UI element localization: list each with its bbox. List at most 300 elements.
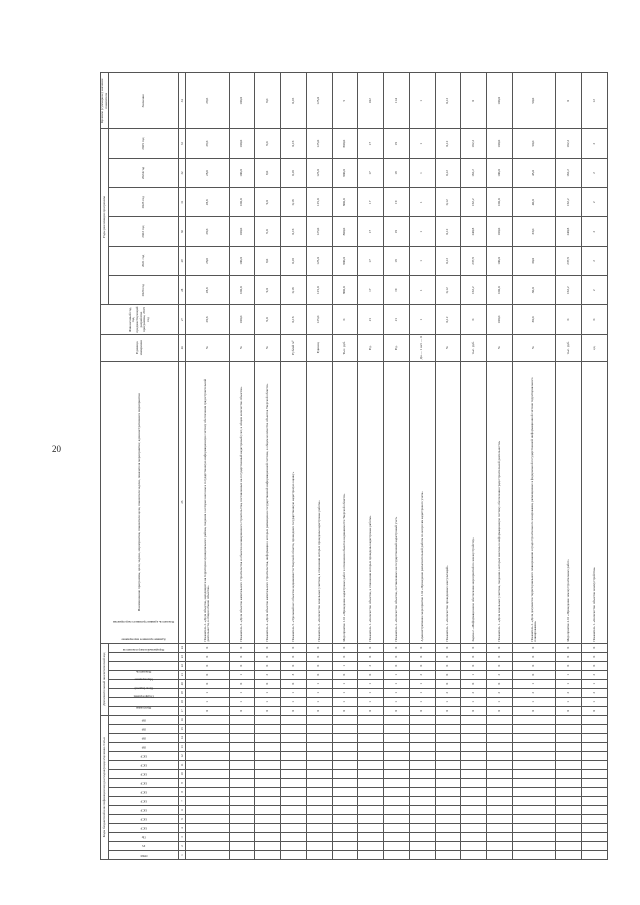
code-cell: 0: [384, 652, 410, 661]
year-value: 19: [384, 158, 410, 187]
indicator-name: Показатель 3. «Доля объектов капитального строительства и объектов незавершенного строительства, поставленных на государственный кадастровый учет, в общем количестве объектов»: [229, 361, 255, 643]
table-row: [281, 73, 307, 860]
code-cell: 1: [556, 697, 582, 706]
year-value: 28,6: [186, 158, 230, 187]
year-value: 9,0: [255, 217, 281, 246]
code-cell: [229, 751, 255, 760]
column-number: 1: [179, 850, 186, 859]
code-cell: [281, 823, 307, 832]
code-cell: 0: [409, 643, 435, 652]
code-cell: 0: [255, 679, 281, 688]
budget-subheader: [109, 778, 179, 787]
indicator-name: Показатель 2. «Количество объектов, поставленных на государственный кадастровый учет»: [384, 361, 410, 643]
code-cell: [487, 742, 513, 751]
code-cell: [255, 814, 281, 823]
code-cell: [435, 832, 461, 841]
code-cell: [556, 778, 582, 787]
admin-subheader-text: Подпрограмма: [133, 694, 154, 699]
code-cell: [358, 823, 384, 832]
code-cell: [435, 742, 461, 751]
code-cell: [556, 760, 582, 769]
indicator-name: Задача 2. «Информационное обеспечение мероприятий по землеустройству»: [461, 361, 487, 643]
column-number: 28: [179, 276, 186, 305]
code-cell: [281, 796, 307, 805]
code-cell: 1: [409, 679, 435, 688]
year-value: 9,0: [255, 276, 281, 305]
year-header: 2024 год: [109, 158, 179, 187]
year-value: 28,6: [186, 188, 230, 217]
table-row: [255, 73, 281, 860]
year-value: 100,0: [487, 129, 513, 158]
code-cell: [306, 742, 332, 751]
code-cell: 0: [358, 643, 384, 652]
budget-subheader-text: ЦСР: [140, 754, 147, 759]
code-cell: 0: [512, 652, 556, 661]
final-value: 9,0: [255, 73, 281, 130]
code-cell: 0: [332, 643, 358, 652]
year-value: 50,0: [512, 129, 556, 158]
code-cell: [358, 751, 384, 760]
code-cell: [556, 715, 582, 724]
code-cell: 1: [255, 697, 281, 706]
year-value: 9,0: [255, 188, 281, 217]
year-value: 800,0: [332, 276, 358, 305]
year-value: 162,2: [461, 188, 487, 217]
budget-subheader-text: ВР: [141, 727, 146, 732]
budget-subheader: [109, 751, 179, 760]
column-number: 2: [179, 841, 186, 850]
unit-cell: ед.: [582, 334, 608, 361]
code-cell: [306, 841, 332, 850]
code-cell: [332, 733, 358, 742]
code-cell: [435, 814, 461, 823]
final-value: 102: [358, 73, 384, 130]
code-cell: [186, 841, 230, 850]
code-cell: 0: [512, 670, 556, 679]
code-cell: [255, 769, 281, 778]
code-cell: [461, 724, 487, 733]
name-column-header: Наименование программы, цели, задачи, мероприятия, показателя цели, показателя задачи, показателя мероприятия; административного мероприятия: [101, 361, 179, 643]
admin-subheader-text: Показатель: [135, 669, 152, 674]
code-cell: [281, 850, 307, 859]
code-cell: 2: [487, 670, 513, 679]
code-cell: [461, 823, 487, 832]
base-year-value: 0,12: [435, 305, 461, 334]
code-cell: [186, 778, 230, 787]
year-value: 125,0: [306, 276, 332, 305]
code-cell: [435, 724, 461, 733]
code-cell: [461, 796, 487, 805]
year-value: 1: [409, 276, 435, 305]
code-cell: [281, 760, 307, 769]
code-cell: [556, 742, 582, 751]
code-cell: [186, 760, 230, 769]
year-value: 125,0: [306, 158, 332, 187]
code-cell: [409, 823, 435, 832]
year-value: 9,0: [255, 246, 281, 275]
column-number: 21: [179, 670, 186, 679]
code-cell: [358, 850, 384, 859]
year-value: 100,0: [229, 129, 255, 158]
code-cell: [332, 778, 358, 787]
code-cell: 0: [582, 661, 608, 670]
code-cell: [358, 778, 384, 787]
code-cell: 1: [409, 697, 435, 706]
code-cell: [229, 787, 255, 796]
code-cell: [512, 778, 556, 787]
column-number: 23: [179, 652, 186, 661]
code-cell: [461, 832, 487, 841]
column-number: 4: [179, 823, 186, 832]
base-year-value: 0,16: [281, 305, 307, 334]
code-cell: [255, 733, 281, 742]
code-cell: [306, 769, 332, 778]
code-cell: 0: [556, 661, 582, 670]
indicator-name: Мероприятие 2.01 «Проведение землеустроительных работ»: [556, 361, 582, 643]
base-year-value: 125,0: [306, 305, 332, 334]
code-cell: [582, 787, 608, 796]
code-cell: 0: [306, 661, 332, 670]
code-cell: 1: [384, 670, 410, 679]
admin-subheader-text: Показатель административного мероприятия: [112, 619, 175, 624]
indicator-name: Показатель 1. «Доля земельных участков, сведения о которых внесены в информационную систему обеспечения градостроительной деятельности»: [487, 361, 513, 643]
code-cell: [306, 760, 332, 769]
column-number: 17: [179, 706, 186, 715]
code-cell: 1: [556, 679, 582, 688]
code-cell: 0: [358, 706, 384, 715]
code-cell: 0: [281, 661, 307, 670]
code-cell: [582, 805, 608, 814]
code-cell: [582, 778, 608, 787]
column-number: 31: [179, 188, 186, 217]
year-value: 19: [384, 276, 410, 305]
code-cell: 0: [461, 706, 487, 715]
code-cell: [384, 787, 410, 796]
code-cell: [435, 805, 461, 814]
code-cell: 1: [332, 697, 358, 706]
code-cell: 3: [281, 670, 307, 679]
code-cell: [409, 724, 435, 733]
code-cell: [332, 769, 358, 778]
code-cell: [255, 724, 281, 733]
code-cell: [332, 715, 358, 724]
code-cell: [358, 841, 384, 850]
code-cell: [332, 832, 358, 841]
budget-subheader-text: ЦСР: [140, 826, 147, 831]
code-cell: 0: [255, 706, 281, 715]
code-cell: 0: [281, 679, 307, 688]
code-cell: [186, 850, 230, 859]
year-value: 0,16: [281, 276, 307, 305]
code-cell: [384, 814, 410, 823]
year-value: 0,12: [435, 217, 461, 246]
code-cell: [332, 823, 358, 832]
code-cell: [556, 724, 582, 733]
code-cell: [358, 796, 384, 805]
code-cell: 1: [358, 688, 384, 697]
code-cell: [306, 823, 332, 832]
budget-subheader-text: ЦСР: [140, 808, 147, 813]
code-cell: [229, 715, 255, 724]
year-value: 125,0: [306, 217, 332, 246]
code-cell: [281, 814, 307, 823]
code-cell: [435, 850, 461, 859]
code-cell: [435, 715, 461, 724]
code-cell: [229, 814, 255, 823]
code-cell: [461, 841, 487, 850]
unit-cell: %: [255, 334, 281, 361]
code-cell: [281, 751, 307, 760]
year-value: 2: [582, 129, 608, 158]
year-value: 1: [409, 188, 435, 217]
column-number: 29: [179, 246, 186, 275]
year-value: 162,2: [556, 276, 582, 305]
column-number: 11: [179, 760, 186, 769]
code-cell: 1: [512, 679, 556, 688]
column-number: 30: [179, 217, 186, 246]
year-value: 17: [358, 158, 384, 187]
code-cell: [435, 787, 461, 796]
year-value: 9,0: [255, 158, 281, 187]
table-row: [306, 73, 332, 860]
code-cell: [487, 850, 513, 859]
code-cell: [332, 805, 358, 814]
final-value: 29,6: [186, 73, 230, 130]
code-cell: [332, 751, 358, 760]
code-cell: [306, 724, 332, 733]
code-cell: [255, 823, 281, 832]
indicator-name: Показатель 1. «Количество объектов, в отношении которых проведены кадастровые работы»: [358, 361, 384, 643]
code-cell: [582, 751, 608, 760]
code-cell: 0: [255, 643, 281, 652]
code-cell: [487, 814, 513, 823]
year-value: 28,6: [186, 217, 230, 246]
budget-subheader-text: ЦСР: [140, 817, 147, 822]
code-cell: 1: [229, 688, 255, 697]
budget-subheader: [109, 715, 179, 724]
code-cell: 0: [229, 706, 255, 715]
code-cell: [358, 769, 384, 778]
code-cell: [384, 724, 410, 733]
year-value: 100,0: [229, 217, 255, 246]
unit-cell: %: [487, 334, 513, 361]
code-cell: 1: [229, 697, 255, 706]
code-cell: [461, 760, 487, 769]
code-cell: [435, 778, 461, 787]
budget-subheader-text: ЦСР: [140, 772, 147, 777]
code-cell: [358, 724, 384, 733]
code-cell: [487, 796, 513, 805]
base-year-value: 0: [461, 305, 487, 334]
year-value: 100,0: [487, 246, 513, 275]
code-cell: [582, 742, 608, 751]
code-cell: [229, 850, 255, 859]
years-group-header: Годы реализации программы: [101, 129, 109, 305]
code-cell: [487, 760, 513, 769]
code-cell: [487, 751, 513, 760]
final-value: 0,12: [435, 73, 461, 130]
code-cell: 2: [487, 688, 513, 697]
code-cell: 1: [409, 688, 435, 697]
code-cell: [332, 796, 358, 805]
code-cell: [512, 787, 556, 796]
code-cell: [332, 841, 358, 850]
table-row: [512, 73, 556, 860]
year-value: 125,0: [306, 246, 332, 275]
code-cell: [255, 715, 281, 724]
year-value: 100,0: [487, 217, 513, 246]
budget-subheader: [109, 787, 179, 796]
indicator-name: Показатель 2. «Доля документов территориального планирования и градостроительного зонирования, размещенных в федеральной государственной информационной системе территориального планирования»: [512, 361, 556, 643]
code-cell: 0: [332, 670, 358, 679]
year-value: 125,0: [306, 129, 332, 158]
budget-subheader-text: ЦСР: [140, 781, 147, 786]
code-cell: [512, 832, 556, 841]
budget-subheader-text: ЦСР: [140, 790, 147, 795]
budget-subheader: [109, 769, 179, 778]
code-cell: 1: [306, 697, 332, 706]
table-row: [582, 73, 608, 860]
code-cell: 0: [487, 643, 513, 652]
code-cell: [332, 787, 358, 796]
code-cell: [332, 850, 358, 859]
year-value: 19: [384, 246, 410, 275]
code-cell: [487, 733, 513, 742]
code-cell: [255, 742, 281, 751]
code-cell: 0: [582, 643, 608, 652]
code-cell: [281, 841, 307, 850]
final-value: 125,0: [306, 73, 332, 130]
code-cell: [186, 733, 230, 742]
unit-cell: Да — 1 нет — 0: [409, 334, 435, 361]
code-cell: [384, 778, 410, 787]
code-cell: 0: [512, 661, 556, 670]
column-number: 13: [179, 742, 186, 751]
page-number: 20: [52, 444, 61, 454]
code-cell: [512, 841, 556, 850]
code-cell: [229, 733, 255, 742]
code-cell: 2: [582, 688, 608, 697]
code-cell: [255, 841, 281, 850]
indicator-name: Показатель 1. «Количество объектов землеустройства»: [582, 361, 608, 643]
final-value: 0: [556, 73, 582, 130]
code-cell: [512, 805, 556, 814]
final-value: 50,0: [512, 73, 556, 130]
code-cell: 1: [435, 697, 461, 706]
code-cell: [582, 823, 608, 832]
base-year-value: 100,0: [487, 305, 513, 334]
unit-cell: %: [186, 334, 230, 361]
base-year-value: 28,6: [186, 305, 230, 334]
column-number: 34: [179, 73, 186, 130]
code-cell: [409, 751, 435, 760]
unit-cell: Единиц: [306, 334, 332, 361]
table-row: [229, 73, 255, 860]
budget-subheader: [109, 832, 179, 841]
code-cell: [358, 787, 384, 796]
year-header: 2021 год: [109, 246, 179, 275]
code-cell: [461, 850, 487, 859]
code-cell: [582, 841, 608, 850]
code-cell: [487, 805, 513, 814]
unit-cell: %: [229, 334, 255, 361]
year-value: 800,0: [332, 188, 358, 217]
code-cell: [384, 715, 410, 724]
code-cell: [582, 760, 608, 769]
indicator-name: Показатель 4. «Доля объектов капитального строительства, информация о которых размещена в государственной информационной системе, в общем количестве объектов Тверской области»: [255, 361, 281, 643]
base-year-value: 21: [358, 305, 384, 334]
budget-subheader: [109, 805, 179, 814]
code-cell: 1: [281, 688, 307, 697]
code-cell: 0: [487, 679, 513, 688]
code-cell: [512, 742, 556, 751]
code-cell: [487, 841, 513, 850]
year-value: 162,2: [461, 158, 487, 187]
code-cell: [332, 814, 358, 823]
code-cell: [435, 823, 461, 832]
code-cell: 0: [229, 643, 255, 652]
code-cell: [409, 787, 435, 796]
code-cell: [332, 742, 358, 751]
code-cell: [358, 733, 384, 742]
admin-subheader-text: Мероприятие: [134, 677, 153, 682]
code-cell: [512, 769, 556, 778]
budget-subheader-text: Пр: [141, 835, 146, 840]
code-cell: [409, 742, 435, 751]
code-cell: 1: [306, 688, 332, 697]
final-value: 100,0: [487, 73, 513, 130]
code-cell: [358, 814, 384, 823]
code-cell: [229, 769, 255, 778]
year-header: 2023 год: [109, 188, 179, 217]
code-cell: 1: [461, 670, 487, 679]
budget-subheader-text: ЦСР: [140, 763, 147, 768]
code-cell: [409, 841, 435, 850]
code-cell: 2: [556, 688, 582, 697]
code-cell: 1: [384, 679, 410, 688]
year-value: 0,12: [435, 129, 461, 158]
year-value: 100,0: [229, 158, 255, 187]
code-cell: [512, 814, 556, 823]
year-value: 28,6: [186, 276, 230, 305]
code-cell: [582, 769, 608, 778]
code-cell: [461, 715, 487, 724]
year-value: 17: [358, 246, 384, 275]
code-cell: 2: [409, 670, 435, 679]
code-cell: [186, 814, 230, 823]
code-cell: [255, 751, 281, 760]
code-cell: 0: [332, 706, 358, 715]
year-value: 800,0: [332, 246, 358, 275]
code-cell: [229, 796, 255, 805]
code-cell: [186, 724, 230, 733]
base-year-value: 0: [556, 305, 582, 334]
code-cell: [556, 823, 582, 832]
code-cell: [461, 733, 487, 742]
code-cell: 1: [332, 679, 358, 688]
base-year-value: 0: [332, 305, 358, 334]
year-value: 100,0: [229, 276, 255, 305]
code-cell: 1: [384, 688, 410, 697]
year-value: 29,6: [186, 129, 230, 158]
code-cell: 0: [582, 652, 608, 661]
code-cell: [384, 850, 410, 859]
year-value: 30,0: [512, 246, 556, 275]
code-cell: [384, 823, 410, 832]
code-cell: [384, 832, 410, 841]
column-number: 19: [179, 688, 186, 697]
code-cell: [435, 733, 461, 742]
